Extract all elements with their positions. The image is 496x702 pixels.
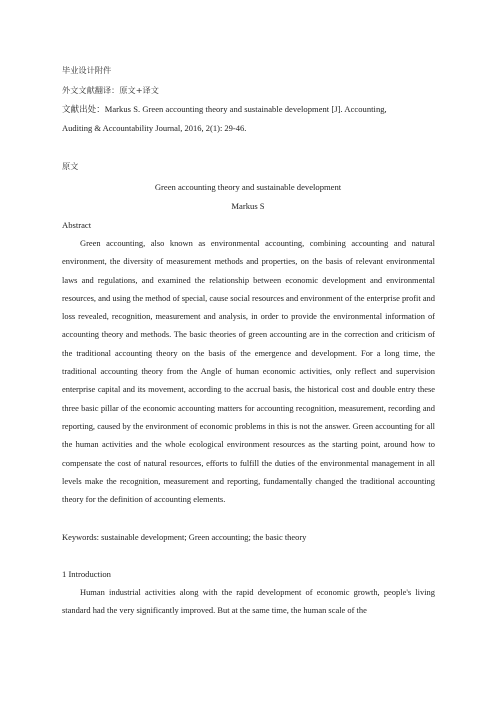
- source-citation-line2: Auditing & Accountability Journal, 2016, 2(1): 29-46.: [62, 123, 247, 133]
- abstract-heading: Abstract: [62, 220, 92, 230]
- introduction-body: Human industrial activities along with the rapid development of economic growth, people's living standard had the very significantly improved. But at the same time, the human scale of the: [62, 587, 435, 616]
- paper-title: Green accounting theory and sustainable development: [154, 182, 342, 192]
- paper-author: Markus S: [231, 201, 265, 211]
- translation-label: 外文文献翻译：原文+译文: [62, 85, 159, 95]
- source-citation-line1: 文献出处：Markus S. Green accounting theory and sustainable development [J]. Accounting,: [62, 104, 387, 114]
- original-text-label: 原文: [62, 161, 79, 171]
- abstract-body: Green accounting, also known as environmental accounting, combining accounting and natural environment, the diversity of measurement methods and properties, on the basis of relevant environmental laws and regulations, and examined the relationship between economic development and environmental resources, and using the method of special, cause social resources and environment of the enterprise profit and loss revealed, recognition, measurement and analysis, in order to provide the environmental information of accounting theory and methods. The basic theories of green accounting are in the correction and criticism of the traditional accounting theory on the basis of the emergence and development. For a long time, the traditional accounting theory from the Angle of human economic activities, only reflect and supervision enterprise capital and its movement, according to the accrual basis, the historical cost and double entry these three basic pillar of the economic accounting matters for accounting recognition, measurement, recording and reporting, caused by the environment of economic problems in this is not the answer. Green accounting for all the human activities and the whole ecological environment resources as the starting point, around how to compensate the cost of natural resources, efforts to fulfill the duties of the environmental management in all levels make the recognition, measurement and reporting, fundamentally changed the traditional accounting theory for the definition of accounting elements.: [62, 238, 435, 505]
- attachment-label: 毕业设计附件: [62, 65, 112, 75]
- introduction-heading: 1 Introduction: [62, 569, 111, 579]
- keywords-line: Keywords: sustainable development; Green accounting; the basic theory: [62, 532, 307, 542]
